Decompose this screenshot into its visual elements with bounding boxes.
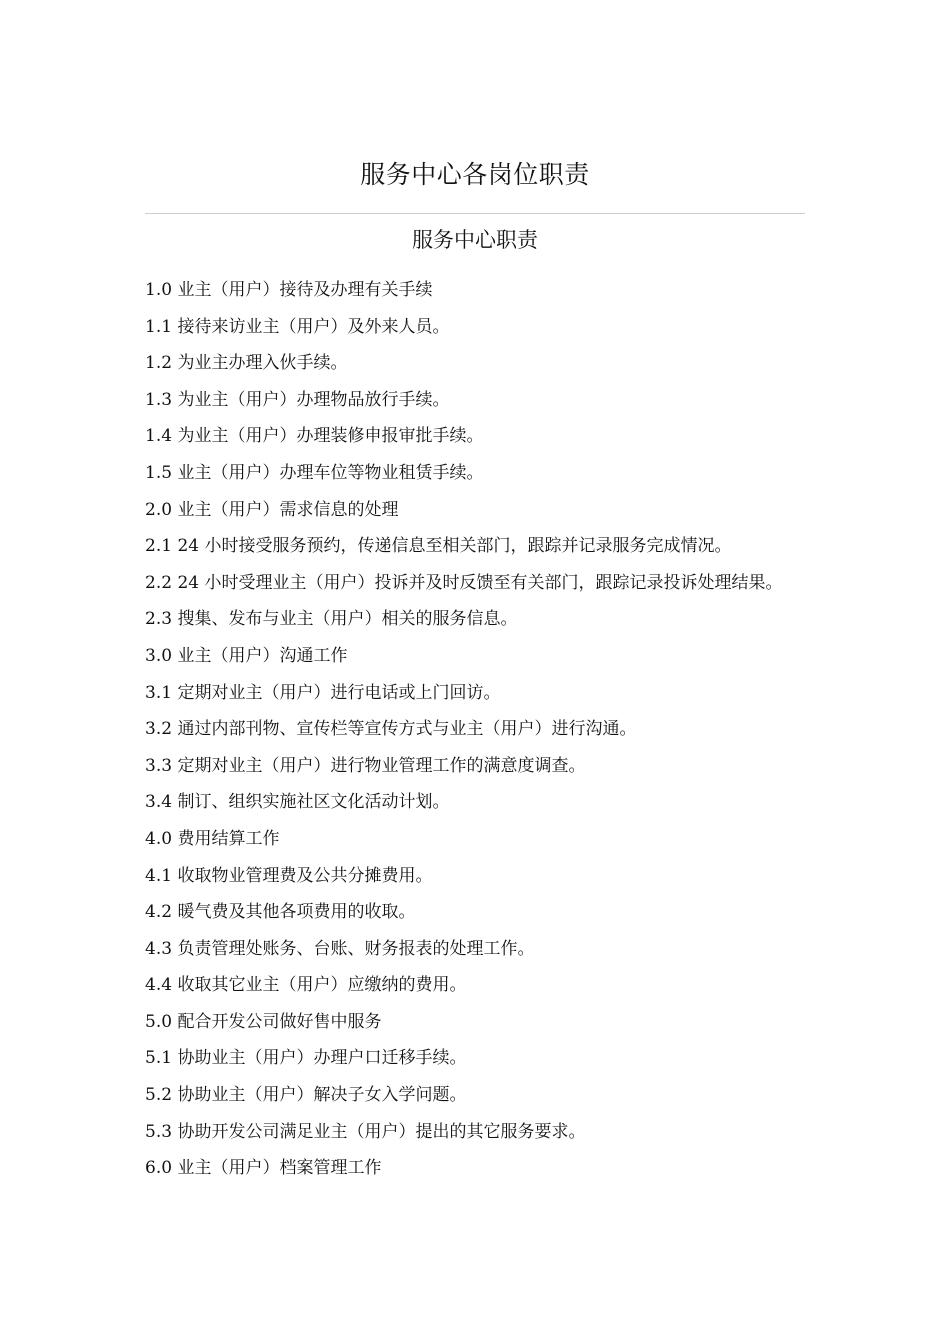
paragraph: 4.2 暖气费及其他各项费用的收取。 (145, 902, 416, 923)
paragraph: 4.3 负责管理处账务、台账、财务报表的处理工作。 (145, 938, 535, 959)
paragraph: 5.3 协助开发公司满足业主（用户）提出的其它服务要求。 (145, 1121, 586, 1142)
paragraph: 3.1 定期对业主（用户）进行电话或上门回访。 (145, 682, 501, 703)
paragraph: 5.1 协助业主（用户）办理户口迁移手续。 (145, 1048, 467, 1069)
paragraph: 2.0 业主（用户）需求信息的处理 (145, 499, 399, 520)
paragraph: 6.0 业主（用户）档案管理工作 (145, 1158, 382, 1179)
paragraph: 4.4 收取其它业主（用户）应缴纳的费用。 (145, 975, 467, 996)
section-title: 服务中心职责 (412, 228, 538, 252)
paragraph: 5.0 配合开发公司做好售中服务 (145, 1011, 382, 1032)
document-body (145, 272, 807, 1187)
paragraph: 1.3 为业主（用户）办理物品放行手续。 (145, 389, 450, 410)
paragraph: 4.1 收取物业管理费及公共分摊费用。 (145, 865, 433, 886)
paragraph: 3.4 制订、组织实施社区文化活动计划。 (145, 792, 450, 813)
title-divider (145, 213, 805, 214)
paragraph: 1.2 为业主办理入伙手续。 (145, 353, 348, 374)
paragraph: 2.3 搜集、发布与业主（用户）相关的服务信息。 (145, 609, 518, 630)
paragraph: 2.2 24 小时受理业主（用户）投诉并及时反馈至有关部门，跟踪记录投诉处理结果。 (145, 572, 783, 593)
paragraph: 4.0 费用结算工作 (145, 828, 280, 849)
paragraph: 1.0 业主（用户）接待及办理有关手续 (145, 280, 433, 300)
document-title: 服务中心各岗位职责 (360, 160, 590, 189)
paragraph: 1.4 为业主（用户）办理装修申报审批手续。 (145, 426, 484, 447)
paragraph: 3.2 通过内部刊物、宣传栏等宣传方式与业主（用户）进行沟通。 (145, 719, 637, 740)
paragraph: 2.1 24 小时接受服务预约，传递信息至相关部门，跟踪并记录服务完成情况。 (145, 536, 732, 557)
paragraph: 3.0 业主（用户）沟通工作 (145, 645, 348, 666)
paragraph: 1.1 接待来访业主（用户）及外来人员。 (145, 316, 450, 337)
paragraph: 5.2 协助业主（用户）解决子女入学问题。 (145, 1085, 467, 1106)
paragraph: 3.3 定期对业主（用户）进行物业管理工作的满意度调查。 (145, 755, 586, 776)
paragraph: 1.5 业主（用户）办理车位等物业租赁手续。 (145, 462, 484, 483)
